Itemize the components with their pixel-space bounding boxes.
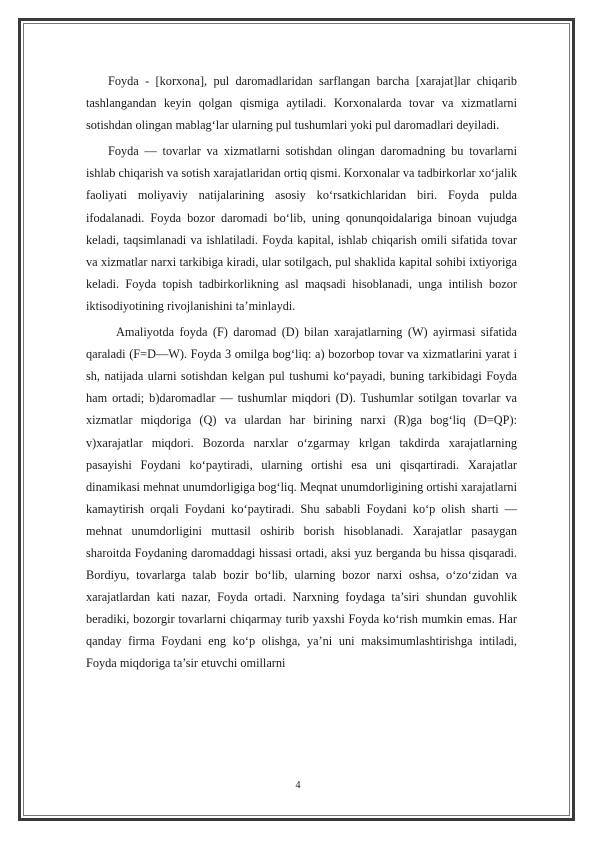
paragraph-foyda-income: Foyda — tovarlar va xizmatlarni sotishdan olingan daromadning bu tovarlarni ishlab chiqarish va sotish xarajatlaridan ortiq qismi. Korxonalar va tadbirkorlar xo‘jalik faoliyati moliyaviy natijalarining asosiy ko‘rsatkichlaridan biri. Foyda pulda ifodalanadi. Foyda bozor daromadi bo‘lib, uning qonunqoidalariga binoan vujudga keladi, taqsimlanadi va ishlatiladi. Foyda kapital, ishlab chiqarish omili sifatida tovar va xizmatlar narxi tarkibiga kiradi, ular sotilgach, pul shaklida kapital sohibi ixtiyoriga keladi. Foyda topish tadbirkorlikning asl maqsadi hisoblanadi, unga intilish bozor iktisodiyotining rivojlanishini ta’minlaydi. bbox=[86, 144, 517, 313]
document-body bbox=[86, 70, 517, 679]
paragraph-foyda-practice: Amaliyotda foyda (F) daromad (D) bilan xarajatlarning (W) ayirmasi sifatida qaraladi (F=D—W). Foyda 3 omilga bog‘liq: a) bozorbop tovar va xizmatlarini yarat i sh, natijada ularni sotishdan kelgan pul tushumi ko‘payadi, buning tarkibidagi Foyda ham ortadi; b)daromadlar — tushumlar miqdori (D). Tushumlar sotilgan tovarlar va xizmatlar miqdoriga (Q) va ulardan har birining narxi (R)ga bog‘liq (D=QP): v)xarajatlar miqdori. Bozorda narxlar o‘zgarmay krlgan takdirda xarajatlarning pasayishi Foydani ko‘paytiradi, ularning ortishi esa uni qisqartiradi. Xarajatlar dinamikasi mehnat unumdorligiga bog‘liq. Meqnat unumdorligining ortishi xarajatlarni kamaytirish orqali Foydani ko‘paytiradi. Shu sababli Foydani ko‘p olish sharti — mehnat unumdorligini muttasil oshirib borish hisoblanadi. Xarajatlar pasaygan sharoitda Foydaning daromaddagi hissasi ortadi, aksi yuz berganda bu hissa qisqaradi. Bordiyu, tovarlarga talab bozir bo‘lib, ularning bozor narxi oshsa, o‘zo‘zidan va xarajatlardan kati nazar, Foyda ortadi. Narxning foydaga ta’siri shundan guvohlik beradiki, bozorgir tovarlarni chiqarmay turib yaxshi Foyda ko‘rish mumkin emas. Har qanday firma Foydani eng ko‘p olishga, ya’ni uni maksimumlashtirishga intiladi, Foyda miqdoriga ta’sir etuvchi omillarni bbox=[86, 325, 517, 671]
paragraph-foyda-definition: Foyda - [korxona], pul daromadlaridan sarflangan barcha [xarajat]lar chiqarib tashlangandan keyin qolgan qismiga aytiladi. Korxonalarda tovar va xizmatlarni sotishdan olingan mablag‘lar ularning pul tushumlari yoki pul daromadlari deyiladi. bbox=[86, 74, 517, 133]
page-number: 4 bbox=[295, 780, 301, 791]
